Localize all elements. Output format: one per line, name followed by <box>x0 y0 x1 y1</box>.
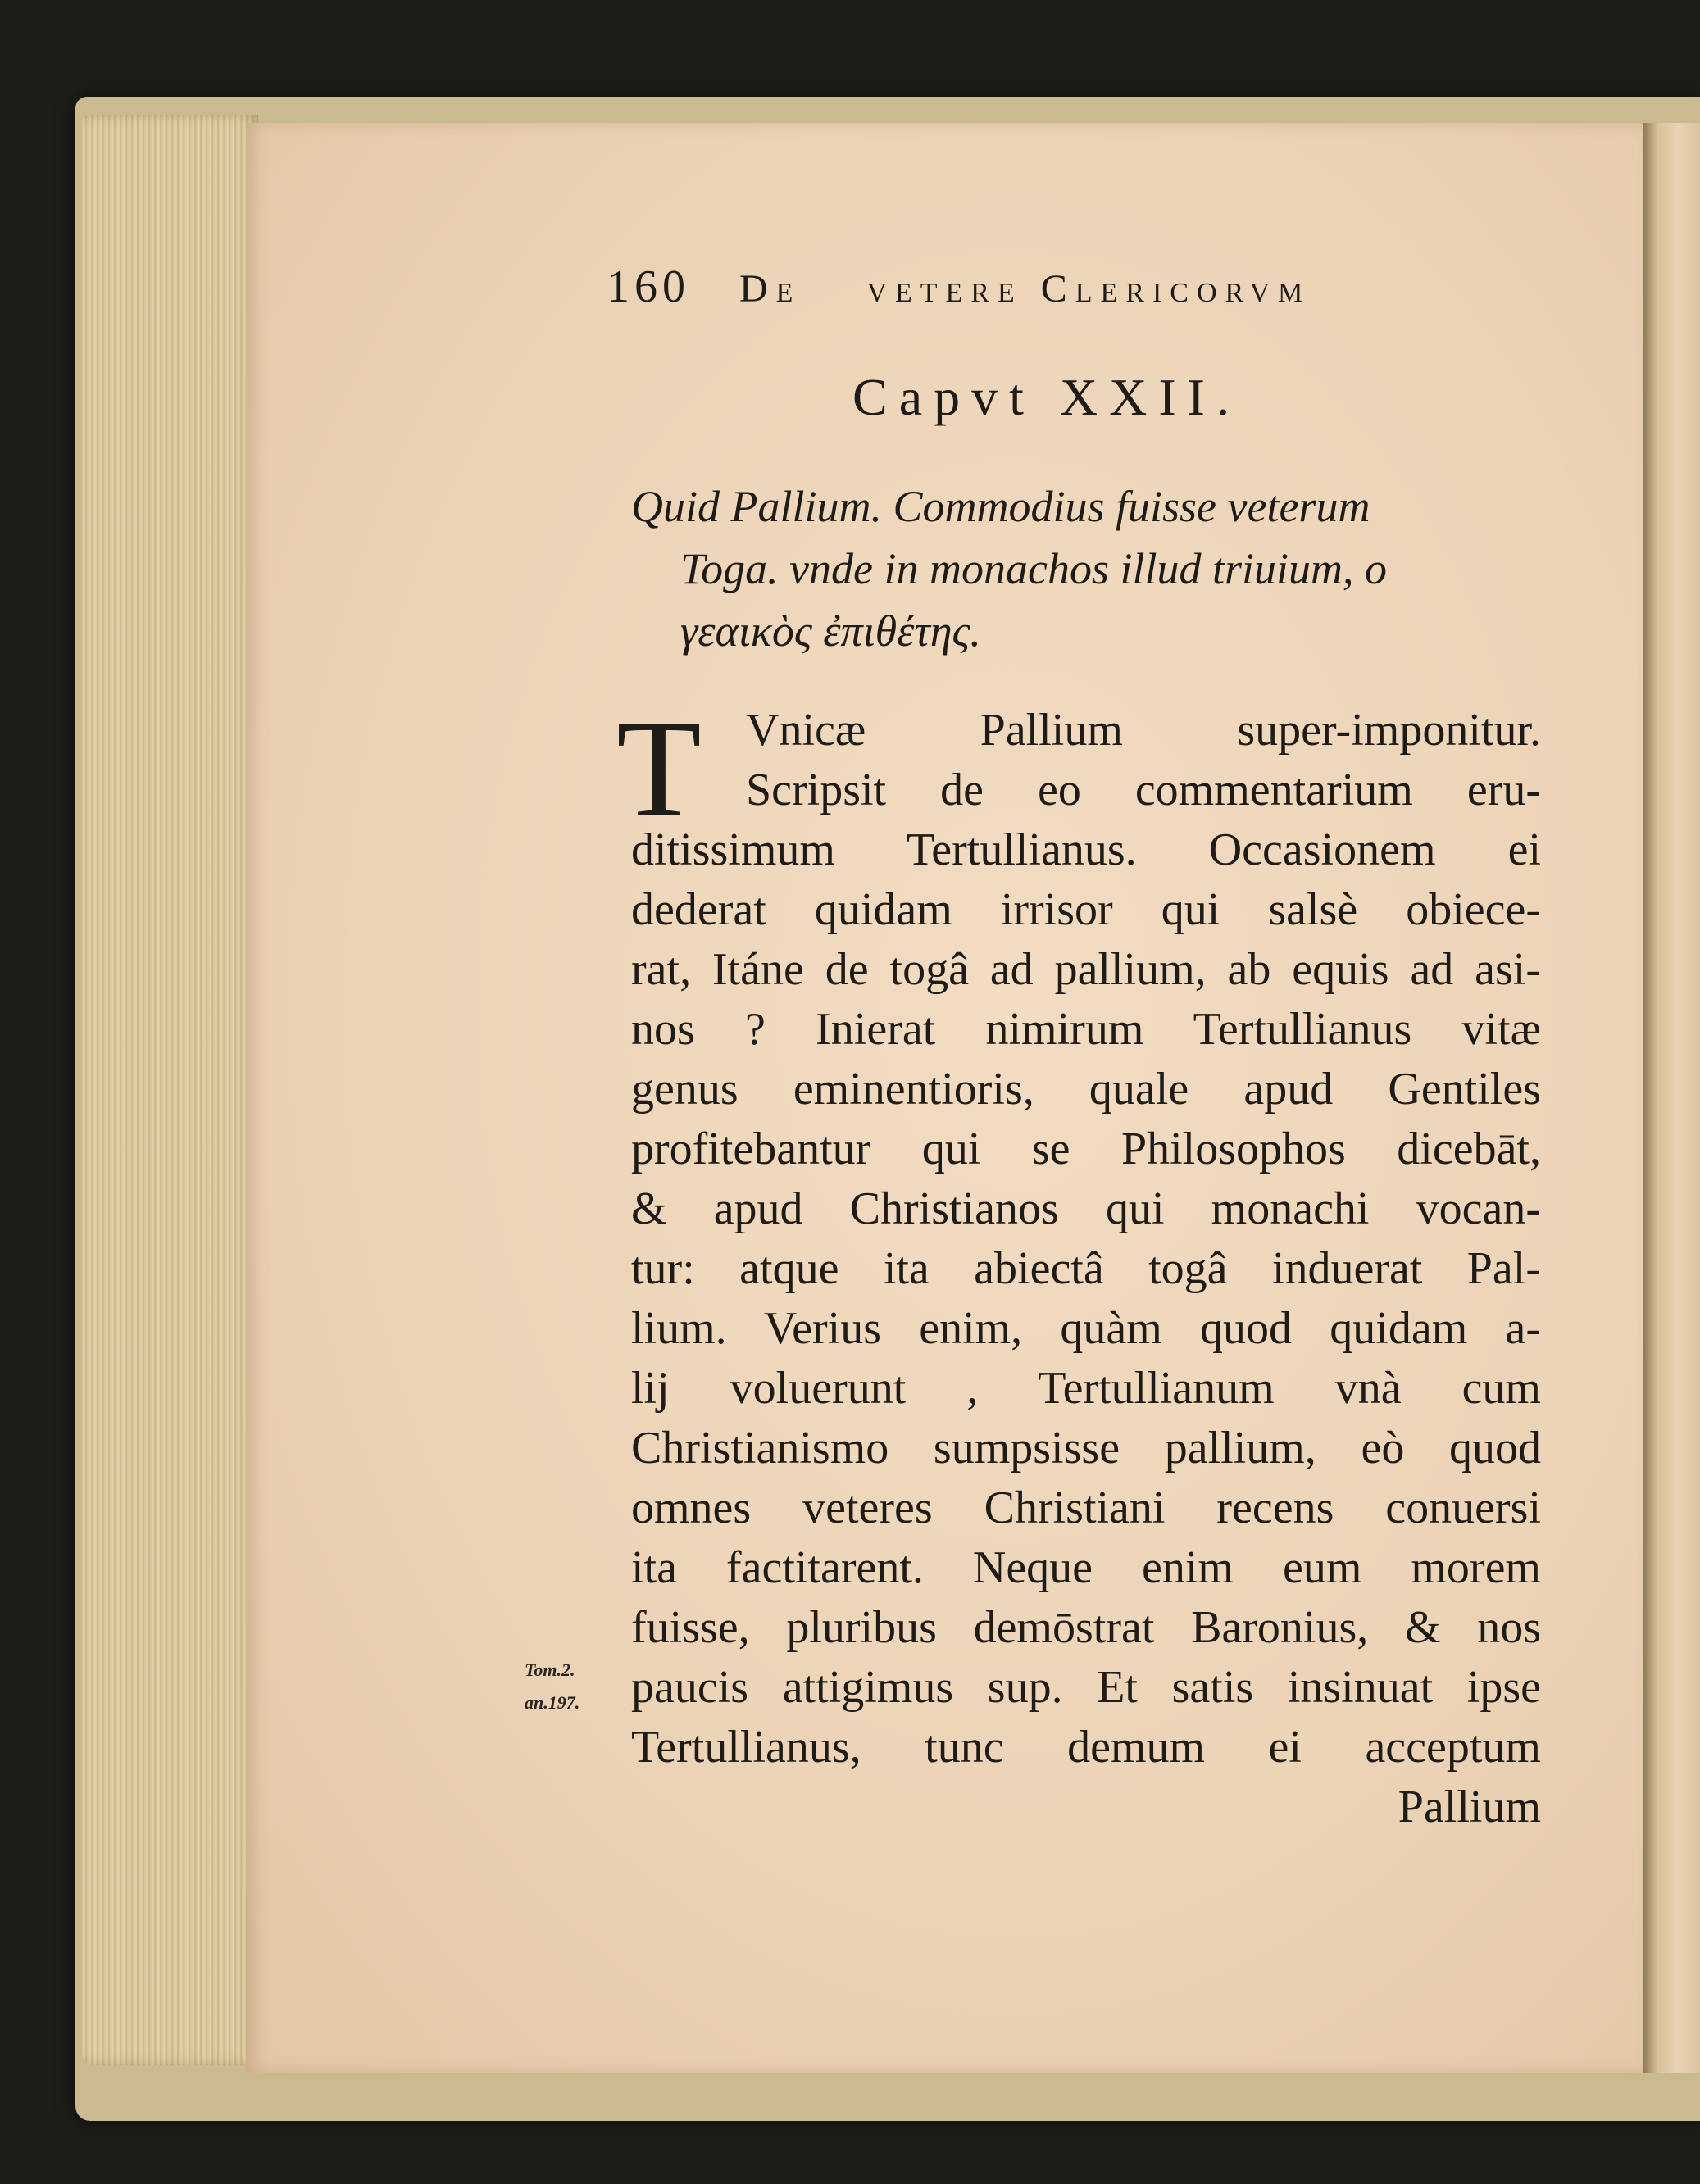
body-line: dederat quidam irrisor qui salsè obiece- <box>631 884 1541 935</box>
body-line: paucis attigimus sup. Et satis insinuat ipse <box>631 1662 1541 1713</box>
chapter-title: Capvt XXII. <box>852 368 1241 426</box>
running-header <box>607 261 1426 326</box>
body-text <box>631 701 1541 1837</box>
body-line: genus eminentioris, quale apud Gentiles <box>631 1064 1541 1115</box>
body-line: omnes veteres Christiani recens conuersi <box>631 1482 1541 1533</box>
summary-line: Toga. vnde in monachos illud triuium, o <box>680 544 1388 593</box>
body-line: ita factitarent. Neque enim eum morem <box>631 1542 1541 1593</box>
body-line: & apud Christianos qui monachi vocan- <box>631 1183 1541 1234</box>
running-title-de: De <box>739 267 802 311</box>
body-line: Christianismo sumpsisse pallium, eò quod <box>631 1423 1541 1473</box>
page-edges <box>82 115 258 2065</box>
summary-line: γεαικὸς ἐπιθέτης. <box>680 606 981 656</box>
running-title-rest: vetere Clericorvm <box>866 267 1311 311</box>
summary-line: Quid Pallium. Commodius fuisse veterum <box>631 482 1370 531</box>
drop-cap: T <box>616 692 702 846</box>
body-line: fuisse, pluribus demōstrat Baronius, & nos <box>631 1602 1541 1653</box>
body-line: Tertullianus, tunc demum ei acceptum <box>631 1722 1541 1773</box>
body-line: profitebantur qui se Philosophos dicebāt, <box>631 1124 1541 1174</box>
catchword: Pallium <box>1398 1782 1541 1832</box>
body-line: lium. Verius enim, quàm quod quidam a- <box>631 1303 1541 1354</box>
body-line: nos ? Inierat nimirum Tertullianus vitæ <box>631 1004 1541 1055</box>
body-line: ditissimum Tertullianus. Occasionem ei <box>631 824 1541 875</box>
body-line: lij voluerunt , Tertullianum vnà cum <box>631 1363 1541 1414</box>
page-number: 160 <box>607 261 690 312</box>
body-line: rat, Itáne de togâ ad pallium, ab equis ad asi- <box>631 944 1541 995</box>
margin-note-line: Tom.2. <box>525 1660 575 1680</box>
margin-note-line: an.197. <box>525 1692 580 1713</box>
body-line: Vnicæ Pallium super-imponitur. <box>746 705 1541 756</box>
margin-note <box>525 1654 623 1719</box>
chapter-summary <box>631 475 1541 662</box>
body-line: tur: atque ita abiectâ togâ induerat Pal- <box>631 1243 1541 1294</box>
body-line: Scripsit de eo commentarium eru- <box>746 765 1541 815</box>
facing-page-edge <box>1643 123 1700 2073</box>
